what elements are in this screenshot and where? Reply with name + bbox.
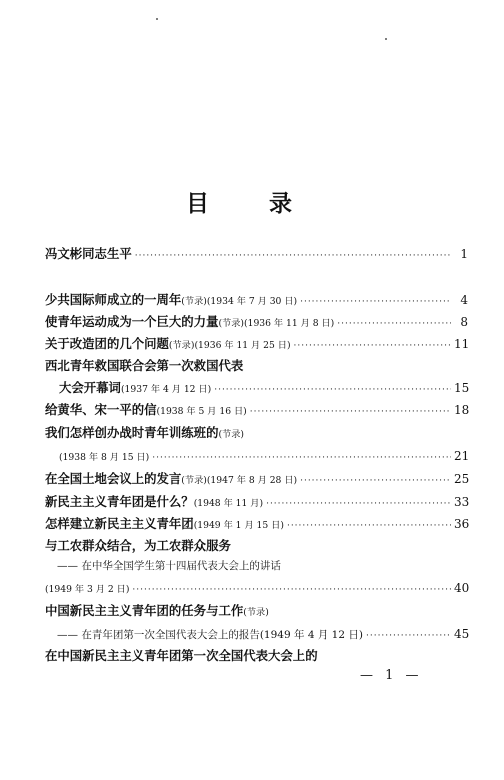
dot-leader bbox=[337, 316, 451, 332]
entry-title: 与工农群众结合，为工农群众服务 bbox=[45, 538, 231, 553]
entry-note: (节录)(1936 年 11 月 8 日) bbox=[218, 318, 335, 329]
entry-note: (节录)(1947 年 8 月 28 日) bbox=[181, 475, 298, 486]
entry-title: 中国新民主主义青年团的任务与工作 bbox=[45, 603, 244, 618]
dot-leader bbox=[287, 518, 451, 534]
entry-note: (节录)(1936 年 11 月 25 日) bbox=[168, 340, 291, 351]
entry-title: 在中国新民主主义青年团第一次全国代表大会上的 bbox=[45, 648, 318, 663]
entry-page: 15 bbox=[454, 381, 470, 395]
dot-leader bbox=[300, 473, 451, 489]
entry-note: (1949 年 1 月 15 日) bbox=[193, 520, 284, 531]
dot-leader bbox=[300, 294, 451, 310]
entry-title: 关于改造团的几个问题 bbox=[45, 336, 169, 351]
entry-title: 在全国土地会议上的发言 bbox=[45, 471, 182, 486]
entry-page: 18 bbox=[454, 403, 470, 417]
entry-title: 使青年运动成为一个巨大的力量 bbox=[45, 314, 219, 329]
toc-entry bbox=[45, 314, 468, 332]
entry-note: (1938 年 8 月 15 日) bbox=[59, 452, 150, 463]
entry-title: 西北青年救国联合会第一次救国代表 bbox=[45, 358, 244, 373]
entry-page: 1 bbox=[460, 247, 468, 261]
entry-title: 大会开幕词 bbox=[59, 380, 121, 395]
toc-entry bbox=[57, 558, 468, 574]
entry-title: 怎样建立新民主主义青年团 bbox=[45, 516, 194, 531]
scan-speck bbox=[385, 38, 387, 40]
toc-entry bbox=[45, 538, 468, 554]
dot-leader bbox=[366, 628, 451, 644]
entry-title: 冯文彬同志生平 bbox=[45, 246, 132, 261]
entry-subtitle: —— 在中华全国学生第十四届代表大会上的讲话 bbox=[57, 560, 281, 572]
entry-page: 4 bbox=[460, 293, 468, 307]
toc-entry bbox=[45, 648, 468, 664]
entry-note: (节录)(1934 年 7 月 30 日) bbox=[181, 296, 298, 307]
toc-entry bbox=[45, 471, 468, 489]
toc-entry bbox=[45, 336, 468, 354]
entry-note: (1949 年 3 月 2 日) bbox=[45, 584, 130, 595]
entry-note: (节录) bbox=[218, 429, 245, 440]
dot-leader bbox=[132, 582, 451, 598]
toc-entry bbox=[45, 516, 468, 534]
dot-leader bbox=[266, 496, 451, 512]
page-title: 目 录 bbox=[185, 190, 318, 217]
entry-title: 给黄华、宋一平的信 bbox=[45, 402, 157, 417]
toc-entry bbox=[45, 358, 468, 374]
entry-note: (1937 年 4 月 12 日) bbox=[120, 384, 212, 395]
entry-page: 36 bbox=[454, 517, 470, 531]
toc-entry bbox=[45, 402, 468, 420]
entry-title: 我们怎样创办战时青年训练班的 bbox=[45, 425, 219, 440]
entry-page: 8 bbox=[460, 315, 468, 329]
toc-entry bbox=[57, 626, 468, 644]
entry-note: (1948 年 11 月) bbox=[193, 498, 264, 509]
dot-leader bbox=[214, 382, 451, 398]
entry-page: 45 bbox=[454, 627, 470, 641]
toc-entry bbox=[45, 292, 468, 310]
entry-page: 33 bbox=[454, 495, 470, 509]
page-number: — 1 — bbox=[360, 668, 423, 683]
toc-entry bbox=[45, 603, 468, 621]
toc-entry bbox=[45, 246, 468, 264]
entry-note: (1938 年 5 月 16 日) bbox=[156, 406, 247, 417]
dot-leader bbox=[294, 338, 451, 354]
toc-entry bbox=[45, 425, 468, 443]
entry-page: 11 bbox=[454, 337, 470, 351]
entry-page: 25 bbox=[454, 472, 470, 486]
entry-page: 40 bbox=[454, 581, 470, 595]
dot-leader bbox=[152, 450, 451, 466]
entry-title: 少共国际师成立的一周年 bbox=[45, 292, 182, 307]
dot-leader bbox=[250, 404, 451, 420]
scan-speck bbox=[156, 18, 158, 20]
entry-subtitle: —— 在青年团第一次全国代表大会上的报告(1949 年 4 月 12 日) bbox=[57, 629, 363, 641]
dot-leader bbox=[135, 248, 451, 264]
toc-entry bbox=[45, 580, 468, 598]
toc-entry bbox=[45, 494, 468, 512]
toc-entry bbox=[59, 448, 468, 466]
entry-note: (节录) bbox=[243, 607, 269, 618]
toc-entry bbox=[59, 380, 468, 398]
entry-title: 新民主主义青年团是什么？ bbox=[45, 494, 194, 509]
entry-page: 21 bbox=[454, 449, 470, 463]
